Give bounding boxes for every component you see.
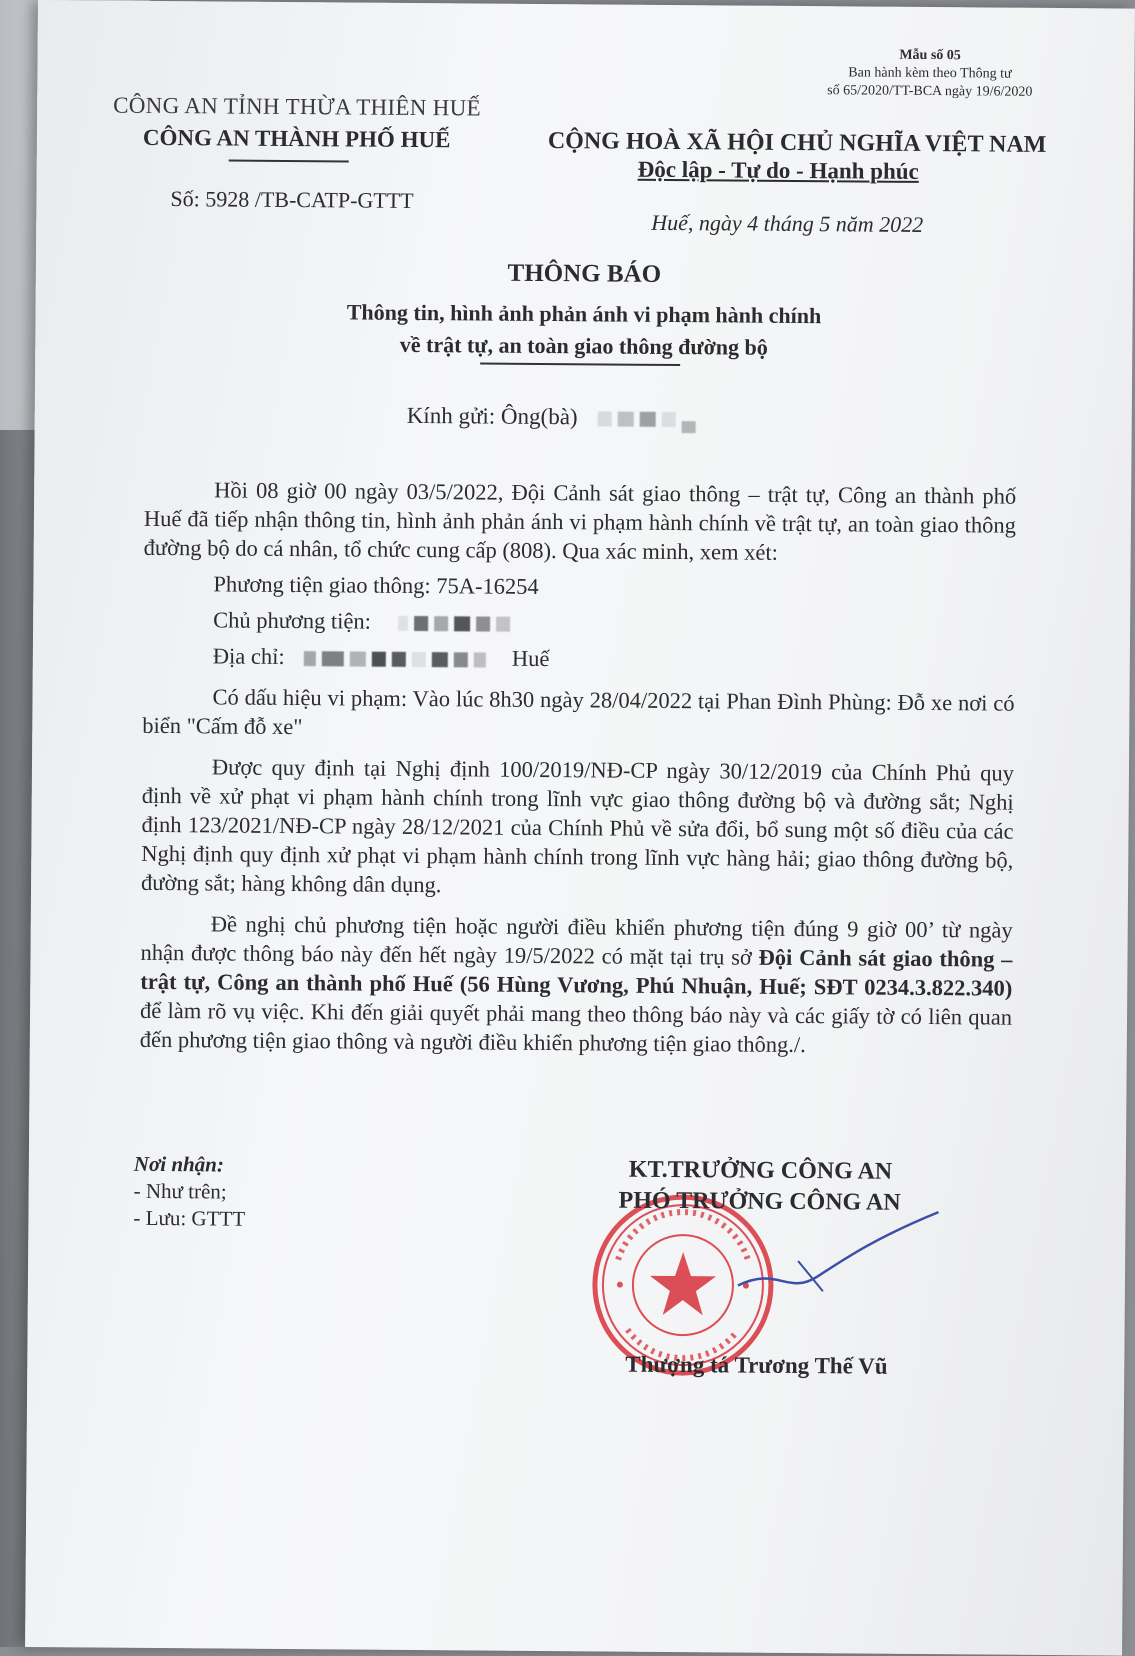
subtitle-line1: Thông tin, hình ảnh phản ánh vi phạm hành chính	[346, 299, 822, 329]
recipients-block	[133, 1151, 245, 1233]
document-page	[25, 0, 1135, 1656]
recipient-item-2: - Lưu: GTTT	[133, 1205, 246, 1231]
address-city: Huế	[511, 645, 550, 672]
agency-name: CÔNG AN THÀNH PHỐ HUẾ	[142, 124, 451, 153]
paragraph-intro: Hồi 08 giờ 00 ngày 03/5/2022, Đội Cảnh sát giao thông – trật tự, Công an thành phố Huế đã tiếp nhận thông tin, hình ảnh phản ánh vi phạm hành chính về trật tự, an toàn giao thông đường bộ do cá nhân, tổ chức cung cấp (808). Qua xác minh, xem xét:	[143, 477, 1017, 565]
vehicle-label: Phương tiện giao thông:	[213, 571, 431, 599]
document-body	[140, 475, 1017, 1061]
address-line	[143, 641, 1015, 677]
form-number-label: Mẫu số 05	[899, 47, 961, 64]
request-office: Đội Cảnh sát giao thông – trật tự, Công an thành phố Huế (56 Hùng Vương, Phú Nhuận, Huế; SĐT 0234.3.822.340)	[140, 944, 1013, 1001]
signature-stroke-icon	[728, 1205, 949, 1307]
place-date: Huế, ngày 4 tháng 5 năm 2022	[651, 209, 924, 237]
recipients-heading: Nơi nhận:	[133, 1151, 225, 1177]
redacted-name	[597, 404, 701, 430]
owner-label: Chủ phương tiện:	[213, 607, 372, 634]
vehicle-line	[143, 569, 1015, 605]
vehicle-plate: 75A-16254	[436, 573, 539, 599]
request-text-a: Đề nghị chủ phương tiện hoặc người điều khiển phương tiện đúng 9 giờ 00’ từ ngày nhận được thông báo này đến hết ngày 19/5/2022 có mặt tại trụ sở	[140, 911, 1013, 970]
redacted-owner	[399, 609, 517, 635]
nation-motto: Độc lập - Tự do - Hạnh phúc	[637, 156, 919, 184]
recipient-label: Kính gửi: Ông(bà)	[406, 402, 578, 430]
recipient-salutation	[407, 403, 702, 433]
form-number-block	[807, 46, 1052, 102]
redacted-address	[304, 644, 498, 671]
document-title: THÔNG BÁO	[507, 259, 662, 288]
signature-title-1: KT.TRƯỞNG CÔNG AN	[628, 1156, 893, 1185]
signer-name: Thượng tá Trương Thế Vũ	[625, 1351, 888, 1379]
address-label: Địa chỉ:	[212, 643, 285, 669]
form-number-line1: Ban hành kèm theo Thông tư	[848, 65, 1012, 82]
request-text-b: để làm rõ vụ việc. Khi đến giải quyết phải mang theo thông báo này và các giấy tờ có liên quan đến phương tiện giao thông và người điều khiển phương tiện giao thông./.	[139, 997, 1013, 1058]
signature-title-2: PHÓ TRƯỞNG CÔNG AN	[618, 1187, 901, 1216]
agency-parent: CÔNG AN TỈNH THỪA THIÊN HUẾ	[113, 92, 482, 121]
owner-line	[143, 605, 1015, 641]
document-subtitle	[35, 294, 1132, 367]
agency-underline	[229, 160, 349, 163]
subtitle-line2: về trật tự, an toàn giao thông đường bộ	[399, 331, 768, 360]
violation-paragraph: Có dấu hiệu vi phạm: Vào lúc 8h30 ngày 28/04/2022 tại Phan Đình Phùng: Đỗ xe nơi có biển "Cấm đỗ xe"	[142, 684, 1015, 740]
legal-basis-paragraph: Được quy định tại Nghị định 100/2019/NĐ-CP ngày 30/12/2019 của Chính Phủ quy định về xử phạt vi phạm hành chính trong lĩnh vực giao thông đường bộ và đường sắt; Nghị định 123/2021/NĐ-CP ngày 28/12/2021 của Chính Phủ về sửa đổi, bổ sung một số điều của các Nghị định quy định xử phạt vi phạm hành chính trong lĩnh vực hàng hải; giao thông đường bộ, đường sắt; hàng không dân dụng.	[140, 754, 1015, 898]
document-number: Số: 5928 /TB-CATP-GTTT	[170, 186, 414, 213]
recipient-item-1: - Như trên;	[133, 1178, 227, 1204]
title-underline	[480, 362, 680, 366]
request-paragraph	[140, 909, 1013, 1061]
form-number-line2: số 65/2020/TT-BCA ngày 19/6/2020	[827, 83, 1033, 100]
nation-title: CỘNG HOÀ XÃ HỘI CHỦ NGHĨA VIỆT NAM	[547, 128, 1047, 158]
